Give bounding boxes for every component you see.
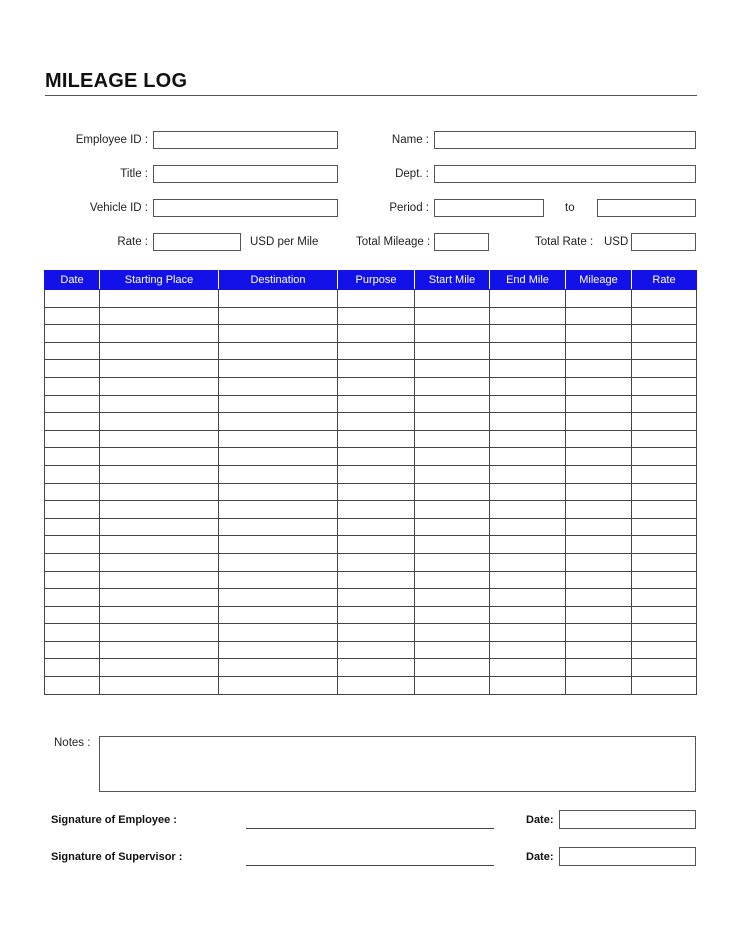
table-row xyxy=(45,430,697,448)
cell-end-mile[interactable] xyxy=(490,430,566,448)
cell-destination[interactable] xyxy=(219,290,338,308)
cell-purpose[interactable] xyxy=(338,571,415,589)
cell-purpose[interactable] xyxy=(338,589,415,607)
cell-mileage[interactable] xyxy=(566,553,632,571)
cell-destination[interactable] xyxy=(219,377,338,395)
employee-id-label: Employee ID : xyxy=(75,134,148,146)
cell-destination[interactable] xyxy=(219,571,338,589)
cell-date[interactable] xyxy=(45,501,100,519)
cell-destination[interactable] xyxy=(219,413,338,431)
table-row xyxy=(45,553,697,571)
cell-date[interactable] xyxy=(45,325,100,343)
cell-purpose[interactable] xyxy=(338,290,415,308)
cell-starting-place[interactable] xyxy=(100,606,219,624)
cell-end-mile[interactable] xyxy=(490,360,566,378)
period-to-label: to xyxy=(565,202,575,214)
cell-mileage[interactable] xyxy=(566,606,632,624)
cell-date[interactable] xyxy=(45,290,100,308)
cell-start-mile[interactable] xyxy=(415,606,490,624)
rate-field[interactable] xyxy=(153,233,241,251)
cell-end-mile[interactable] xyxy=(490,483,566,501)
cell-start-mile[interactable] xyxy=(415,589,490,607)
cell-purpose[interactable] xyxy=(338,501,415,519)
cell-destination[interactable] xyxy=(219,553,338,571)
cell-starting-place[interactable] xyxy=(100,624,219,642)
cell-end-mile[interactable] xyxy=(490,448,566,466)
cell-end-mile[interactable] xyxy=(490,677,566,695)
cell-starting-place[interactable] xyxy=(100,483,219,501)
cell-purpose[interactable] xyxy=(338,677,415,695)
cell-purpose[interactable] xyxy=(338,536,415,554)
cell-start-mile[interactable] xyxy=(415,465,490,483)
cell-mileage[interactable] xyxy=(566,448,632,466)
column-header-mileage: Mileage xyxy=(566,271,632,290)
cell-purpose[interactable] xyxy=(338,448,415,466)
cell-rate[interactable] xyxy=(632,501,697,519)
cell-destination[interactable] xyxy=(219,501,338,519)
rate-unit-label: USD per Mile xyxy=(250,236,319,248)
cell-rate[interactable] xyxy=(632,430,697,448)
cell-starting-place[interactable] xyxy=(100,413,219,431)
period-start-field[interactable] xyxy=(434,199,544,217)
cell-purpose[interactable] xyxy=(338,624,415,642)
cell-starting-place[interactable] xyxy=(100,571,219,589)
table-row xyxy=(45,571,697,589)
cell-purpose[interactable] xyxy=(338,641,415,659)
cell-mileage[interactable] xyxy=(566,677,632,695)
cell-destination[interactable] xyxy=(219,589,338,607)
cell-end-mile[interactable] xyxy=(490,518,566,536)
supervisor-signature-line[interactable] xyxy=(246,865,494,866)
cell-start-mile[interactable] xyxy=(415,342,490,360)
cell-date[interactable] xyxy=(45,606,100,624)
cell-destination[interactable] xyxy=(219,395,338,413)
cell-end-mile[interactable] xyxy=(490,501,566,519)
cell-purpose[interactable] xyxy=(338,307,415,325)
supervisor-date-field[interactable] xyxy=(559,847,696,866)
employee-id-field[interactable] xyxy=(153,131,338,149)
cell-end-mile[interactable] xyxy=(490,290,566,308)
cell-rate[interactable] xyxy=(632,360,697,378)
cell-starting-place[interactable] xyxy=(100,553,219,571)
cell-end-mile[interactable] xyxy=(490,377,566,395)
cell-start-mile[interactable] xyxy=(415,325,490,343)
cell-date[interactable] xyxy=(45,518,100,536)
table-row xyxy=(45,307,697,325)
cell-mileage[interactable] xyxy=(566,536,632,554)
cell-mileage[interactable] xyxy=(566,395,632,413)
table-row xyxy=(45,342,697,360)
supervisor-signature-label: Signature of Supervisor : xyxy=(51,851,183,863)
cell-purpose[interactable] xyxy=(338,483,415,501)
mileage-table xyxy=(44,270,697,695)
cell-mileage[interactable] xyxy=(566,325,632,343)
rate-label: Rate : xyxy=(117,236,148,248)
period-label: Period : xyxy=(389,202,429,214)
cell-purpose[interactable] xyxy=(338,342,415,360)
employee-date-label: Date: xyxy=(526,814,554,826)
cell-starting-place[interactable] xyxy=(100,659,219,677)
cell-mileage[interactable] xyxy=(566,589,632,607)
table-row xyxy=(45,483,697,501)
employee-signature-label: Signature of Employee : xyxy=(51,814,177,826)
name-field[interactable] xyxy=(434,131,696,149)
vehicle-id-label: Vehicle ID : xyxy=(89,202,148,214)
cell-purpose[interactable] xyxy=(338,465,415,483)
cell-rate[interactable] xyxy=(632,606,697,624)
cell-starting-place[interactable] xyxy=(100,395,219,413)
cell-rate[interactable] xyxy=(632,571,697,589)
table-row xyxy=(45,325,697,343)
cell-destination[interactable] xyxy=(219,307,338,325)
cell-date[interactable] xyxy=(45,571,100,589)
column-header-end-mile: End Mile xyxy=(490,271,566,290)
title-field[interactable] xyxy=(153,165,338,183)
cell-rate[interactable] xyxy=(632,448,697,466)
cell-rate[interactable] xyxy=(632,395,697,413)
total-rate-currency: USD xyxy=(604,236,629,248)
cell-purpose[interactable] xyxy=(338,659,415,677)
cell-date[interactable] xyxy=(45,377,100,395)
column-header-rate: Rate xyxy=(632,271,697,290)
cell-start-mile[interactable] xyxy=(415,307,490,325)
cell-date[interactable] xyxy=(45,483,100,501)
cell-start-mile[interactable] xyxy=(415,571,490,589)
cell-start-mile[interactable] xyxy=(415,518,490,536)
cell-rate[interactable] xyxy=(632,307,697,325)
cell-mileage[interactable] xyxy=(566,624,632,642)
cell-start-mile[interactable] xyxy=(415,395,490,413)
cell-date[interactable] xyxy=(45,536,100,554)
cell-mileage[interactable] xyxy=(566,518,632,536)
cell-destination[interactable] xyxy=(219,325,338,343)
cell-start-mile[interactable] xyxy=(415,641,490,659)
cell-rate[interactable] xyxy=(632,553,697,571)
column-header-date: Date xyxy=(45,271,100,290)
cell-start-mile[interactable] xyxy=(415,483,490,501)
table-row xyxy=(45,677,697,695)
cell-starting-place[interactable] xyxy=(100,377,219,395)
cell-destination[interactable] xyxy=(219,483,338,501)
cell-mileage[interactable] xyxy=(566,659,632,677)
cell-date[interactable] xyxy=(45,395,100,413)
cell-mileage[interactable] xyxy=(566,501,632,519)
cell-date[interactable] xyxy=(45,430,100,448)
cell-starting-place[interactable] xyxy=(100,536,219,554)
cell-rate[interactable] xyxy=(632,465,697,483)
cell-starting-place[interactable] xyxy=(100,677,219,695)
cell-destination[interactable] xyxy=(219,659,338,677)
cell-start-mile[interactable] xyxy=(415,536,490,554)
cell-rate[interactable] xyxy=(632,659,697,677)
dept-label: Dept. : xyxy=(395,168,429,180)
cell-end-mile[interactable] xyxy=(490,307,566,325)
cell-starting-place[interactable] xyxy=(100,307,219,325)
cell-date[interactable] xyxy=(45,624,100,642)
cell-rate[interactable] xyxy=(632,518,697,536)
cell-purpose[interactable] xyxy=(338,395,415,413)
cell-date[interactable] xyxy=(45,448,100,466)
cell-end-mile[interactable] xyxy=(490,641,566,659)
cell-rate[interactable] xyxy=(632,413,697,431)
cell-purpose[interactable] xyxy=(338,553,415,571)
cell-destination[interactable] xyxy=(219,430,338,448)
cell-date[interactable] xyxy=(45,413,100,431)
cell-purpose[interactable] xyxy=(338,606,415,624)
cell-starting-place[interactable] xyxy=(100,518,219,536)
cell-date[interactable] xyxy=(45,465,100,483)
table-row xyxy=(45,501,697,519)
page-title: MILEAGE LOG xyxy=(45,70,188,92)
cell-mileage[interactable] xyxy=(566,360,632,378)
cell-destination[interactable] xyxy=(219,342,338,360)
cell-end-mile[interactable] xyxy=(490,606,566,624)
cell-purpose[interactable] xyxy=(338,325,415,343)
cell-mileage[interactable] xyxy=(566,377,632,395)
column-header-purpose: Purpose xyxy=(338,271,415,290)
cell-mileage[interactable] xyxy=(566,571,632,589)
cell-starting-place[interactable] xyxy=(100,325,219,343)
cell-mileage[interactable] xyxy=(566,290,632,308)
table-row xyxy=(45,448,697,466)
cell-starting-place[interactable] xyxy=(100,465,219,483)
dept-field[interactable] xyxy=(434,165,696,183)
cell-purpose[interactable] xyxy=(338,518,415,536)
notes-label: Notes : xyxy=(54,737,91,749)
cell-mileage[interactable] xyxy=(566,483,632,501)
cell-rate[interactable] xyxy=(632,624,697,642)
table-row xyxy=(45,518,697,536)
cell-start-mile[interactable] xyxy=(415,360,490,378)
total-rate-label: Total Rate : xyxy=(535,236,594,248)
cell-destination[interactable] xyxy=(219,624,338,642)
supervisor-date-label: Date: xyxy=(526,851,554,863)
cell-end-mile[interactable] xyxy=(490,536,566,554)
cell-start-mile[interactable] xyxy=(415,624,490,642)
cell-rate[interactable] xyxy=(632,377,697,395)
cell-destination[interactable] xyxy=(219,677,338,695)
table-row xyxy=(45,377,697,395)
cell-rate[interactable] xyxy=(632,677,697,695)
cell-start-mile[interactable] xyxy=(415,413,490,431)
total-mileage-field[interactable] xyxy=(434,233,489,251)
cell-end-mile[interactable] xyxy=(490,571,566,589)
cell-mileage[interactable] xyxy=(566,342,632,360)
cell-end-mile[interactable] xyxy=(490,659,566,677)
cell-end-mile[interactable] xyxy=(490,395,566,413)
cell-end-mile[interactable] xyxy=(490,624,566,642)
cell-rate[interactable] xyxy=(632,342,697,360)
table-row xyxy=(45,536,697,554)
cell-date[interactable] xyxy=(45,659,100,677)
column-header-starting-place: Starting Place xyxy=(100,271,219,290)
table-row xyxy=(45,606,697,624)
cell-date[interactable] xyxy=(45,342,100,360)
table-row xyxy=(45,360,697,378)
table-row xyxy=(45,413,697,431)
cell-starting-place[interactable] xyxy=(100,360,219,378)
title-label: Title : xyxy=(120,168,148,180)
cell-destination[interactable] xyxy=(219,536,338,554)
title-rule xyxy=(45,95,697,96)
cell-end-mile[interactable] xyxy=(490,589,566,607)
cell-mileage[interactable] xyxy=(566,641,632,659)
period-end-field[interactable] xyxy=(597,199,696,217)
cell-start-mile[interactable] xyxy=(415,659,490,677)
cell-start-mile[interactable] xyxy=(415,677,490,695)
employee-signature-line[interactable] xyxy=(246,828,494,829)
cell-date[interactable] xyxy=(45,360,100,378)
total-rate-field[interactable] xyxy=(631,233,696,251)
total-mileage-label: Total Mileage : xyxy=(356,236,431,248)
cell-starting-place[interactable] xyxy=(100,430,219,448)
cell-purpose[interactable] xyxy=(338,413,415,431)
cell-end-mile[interactable] xyxy=(490,465,566,483)
cell-destination[interactable] xyxy=(219,641,338,659)
cell-purpose[interactable] xyxy=(338,430,415,448)
notes-field[interactable] xyxy=(99,736,696,792)
cell-rate[interactable] xyxy=(632,290,697,308)
cell-starting-place[interactable] xyxy=(100,641,219,659)
cell-starting-place[interactable] xyxy=(100,448,219,466)
table-row xyxy=(45,290,697,308)
table-row xyxy=(45,465,697,483)
cell-start-mile[interactable] xyxy=(415,501,490,519)
cell-end-mile[interactable] xyxy=(490,413,566,431)
cell-starting-place[interactable] xyxy=(100,290,219,308)
cell-starting-place[interactable] xyxy=(100,342,219,360)
cell-date[interactable] xyxy=(45,307,100,325)
table-row xyxy=(45,589,697,607)
cell-mileage[interactable] xyxy=(566,430,632,448)
cell-destination[interactable] xyxy=(219,606,338,624)
cell-starting-place[interactable] xyxy=(100,589,219,607)
table-row xyxy=(45,659,697,677)
cell-destination[interactable] xyxy=(219,448,338,466)
column-header-destination: Destination xyxy=(219,271,338,290)
cell-destination[interactable] xyxy=(219,518,338,536)
vehicle-id-field[interactable] xyxy=(153,199,338,217)
cell-date[interactable] xyxy=(45,589,100,607)
cell-destination[interactable] xyxy=(219,360,338,378)
table-row xyxy=(45,641,697,659)
cell-end-mile[interactable] xyxy=(490,325,566,343)
cell-rate[interactable] xyxy=(632,483,697,501)
table-row xyxy=(45,395,697,413)
cell-start-mile[interactable] xyxy=(415,553,490,571)
cell-end-mile[interactable] xyxy=(490,553,566,571)
cell-start-mile[interactable] xyxy=(415,377,490,395)
cell-purpose[interactable] xyxy=(338,360,415,378)
cell-mileage[interactable] xyxy=(566,465,632,483)
cell-mileage[interactable] xyxy=(566,307,632,325)
cell-start-mile[interactable] xyxy=(415,430,490,448)
employee-date-field[interactable] xyxy=(559,810,696,829)
cell-rate[interactable] xyxy=(632,325,697,343)
cell-date[interactable] xyxy=(45,641,100,659)
cell-rate[interactable] xyxy=(632,641,697,659)
cell-destination[interactable] xyxy=(219,465,338,483)
cell-starting-place[interactable] xyxy=(100,501,219,519)
cell-rate[interactable] xyxy=(632,589,697,607)
cell-date[interactable] xyxy=(45,677,100,695)
cell-date[interactable] xyxy=(45,553,100,571)
cell-rate[interactable] xyxy=(632,536,697,554)
cell-end-mile[interactable] xyxy=(490,342,566,360)
name-label: Name : xyxy=(391,134,429,146)
cell-start-mile[interactable] xyxy=(415,290,490,308)
cell-purpose[interactable] xyxy=(338,377,415,395)
cell-mileage[interactable] xyxy=(566,413,632,431)
table-header-row xyxy=(45,271,697,290)
cell-start-mile[interactable] xyxy=(415,448,490,466)
table-row xyxy=(45,624,697,642)
column-header-start-mile: Start Mile xyxy=(415,271,490,290)
